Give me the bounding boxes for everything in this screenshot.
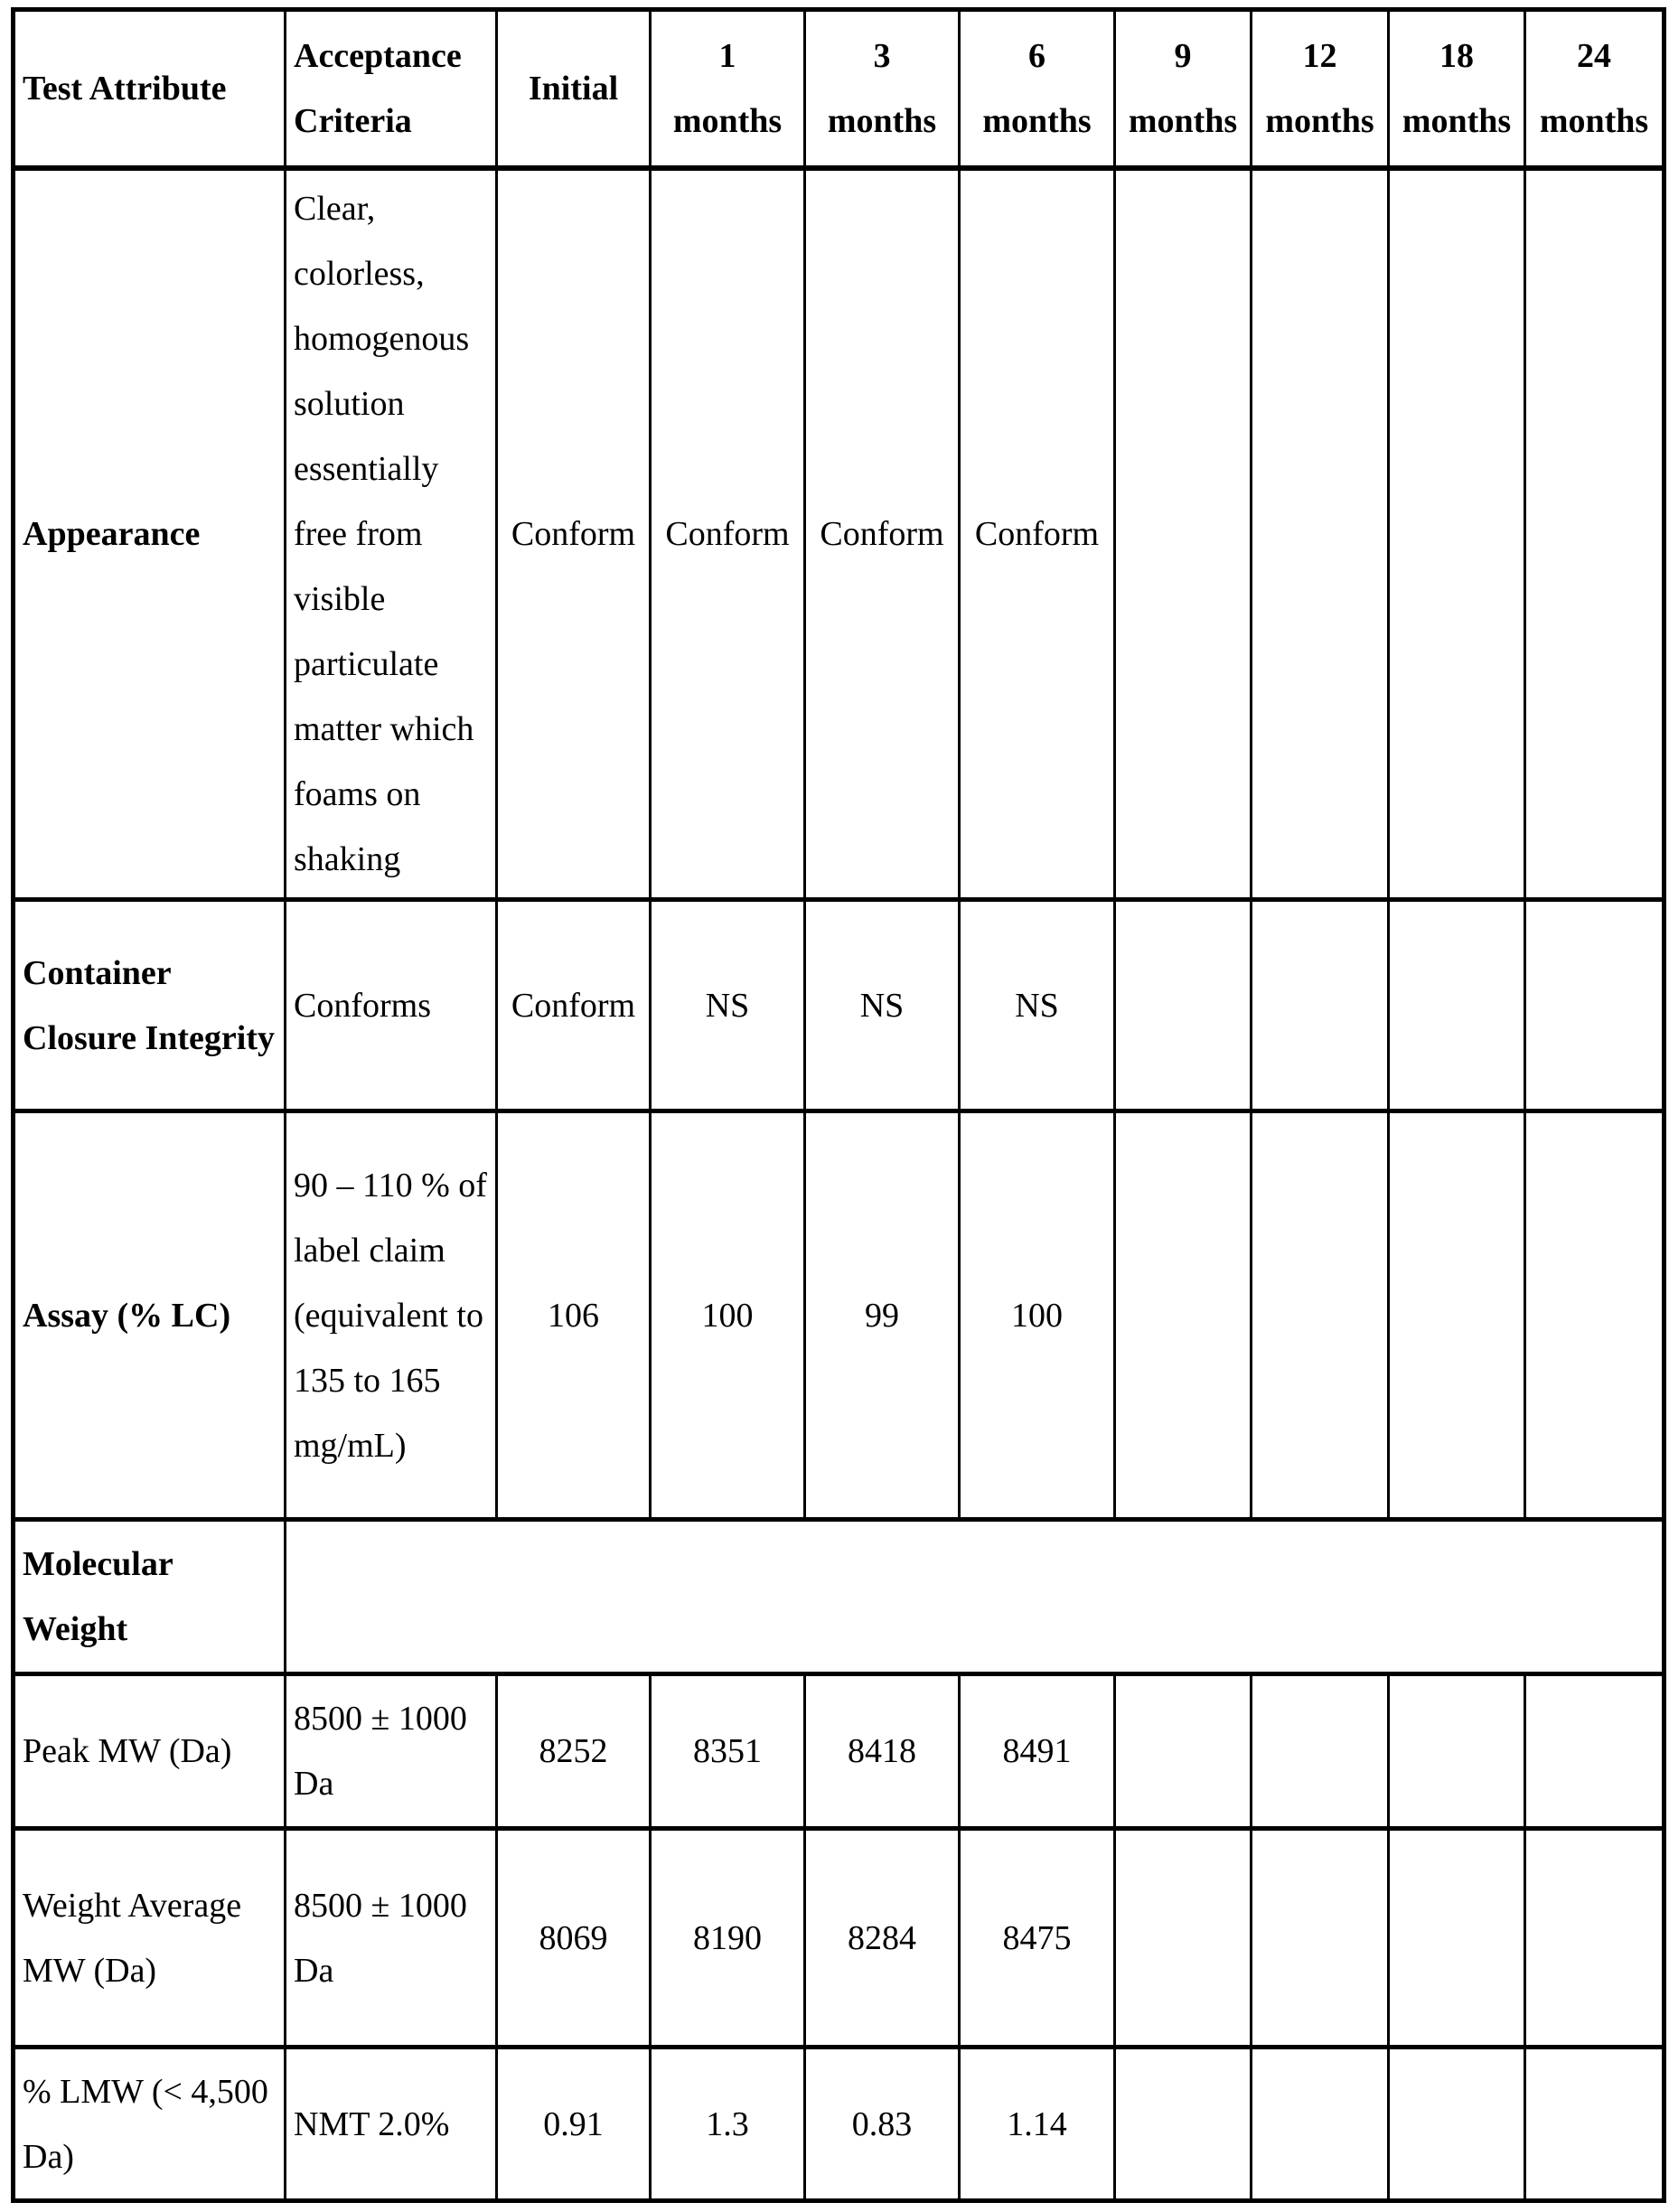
header-24-num: 24 xyxy=(1577,36,1611,75)
attribute-cell: Appearance xyxy=(14,168,286,900)
header-6-months xyxy=(960,10,1115,168)
value-6-months: 100 xyxy=(960,1111,1115,1520)
header-acceptance-criteria xyxy=(286,10,497,168)
criteria-cell: NMT 2.0% xyxy=(286,2048,497,2201)
header-1-num: 1 xyxy=(718,36,736,75)
value-initial: 0.91 xyxy=(497,2048,651,2201)
value-initial: 8069 xyxy=(497,1829,651,2048)
value-18-months xyxy=(1389,168,1525,900)
header-9-unit: months xyxy=(1128,101,1238,140)
value-18-months xyxy=(1389,1674,1525,1829)
value-6-months: Conform xyxy=(960,168,1115,900)
value-12-months xyxy=(1252,168,1389,900)
header-initial: Initial xyxy=(497,10,651,168)
value-12-months xyxy=(1252,1111,1389,1520)
value-6-months: 1.14 xyxy=(960,2048,1115,2201)
value-1-months: NS xyxy=(651,900,805,1111)
value-9-months xyxy=(1115,168,1252,900)
value-12-months xyxy=(1252,1829,1389,2048)
attribute-cell: Container Closure Integrity xyxy=(14,900,286,1111)
header-18-num: 18 xyxy=(1439,36,1474,75)
header-1-months xyxy=(651,10,805,168)
value-18-months xyxy=(1389,1829,1525,2048)
header-18-unit: months xyxy=(1402,101,1512,140)
table-row-assay xyxy=(14,1111,1664,1520)
value-1-months: 100 xyxy=(651,1111,805,1520)
criteria-cell: Clear, colorless, homogenous solution essentially free from visible particulate matter which foams on shaking xyxy=(286,168,497,900)
value-1-months: 8351 xyxy=(651,1674,805,1829)
header-24-months xyxy=(1525,10,1664,168)
table-row-molecular-weight-group xyxy=(14,1520,1664,1674)
value-24-months xyxy=(1525,1829,1664,2048)
header-test-attribute: Test Attribute xyxy=(14,10,286,168)
value-12-months xyxy=(1252,900,1389,1111)
value-3-months: NS xyxy=(805,900,960,1111)
value-12-months xyxy=(1252,1674,1389,1829)
attribute-cell: Molecular Weight xyxy=(14,1520,286,1674)
criteria-cell: Conforms xyxy=(286,900,497,1111)
header-acceptance-line2: Criteria xyxy=(294,101,412,140)
value-18-months xyxy=(1389,1111,1525,1520)
header-3-months xyxy=(805,10,960,168)
table-row-weight-average-mw xyxy=(14,1829,1664,2048)
attribute-cell: % LMW (< 4,500 Da) xyxy=(14,2048,286,2201)
value-9-months xyxy=(1115,900,1252,1111)
value-3-months: 99 xyxy=(805,1111,960,1520)
table-row-peak-mw xyxy=(14,1674,1664,1829)
header-12-num: 12 xyxy=(1302,36,1337,75)
value-initial: Conform xyxy=(497,168,651,900)
value-18-months xyxy=(1389,900,1525,1111)
value-6-months: 8491 xyxy=(960,1674,1115,1829)
header-9-months xyxy=(1115,10,1252,168)
header-6-num: 6 xyxy=(1028,36,1045,75)
value-1-months: Conform xyxy=(651,168,805,900)
value-24-months xyxy=(1525,1674,1664,1829)
value-24-months xyxy=(1525,900,1664,1111)
table-row-container-closure xyxy=(14,900,1664,1111)
criteria-cell: 8500 ± 1000 Da xyxy=(286,1674,497,1829)
header-9-num: 9 xyxy=(1174,36,1192,75)
header-18-months xyxy=(1389,10,1525,168)
value-9-months xyxy=(1115,1674,1252,1829)
value-18-months xyxy=(1389,2048,1525,2201)
table-row-percent-lmw xyxy=(14,2048,1664,2201)
value-24-months xyxy=(1525,168,1664,900)
value-9-months xyxy=(1115,1111,1252,1520)
value-6-months: NS xyxy=(960,900,1115,1111)
value-initial: Conform xyxy=(497,900,651,1111)
value-3-months: Conform xyxy=(805,168,960,900)
value-3-months: 8418 xyxy=(805,1674,960,1829)
value-3-months: 0.83 xyxy=(805,2048,960,2201)
header-acceptance-line1: Acceptance xyxy=(294,36,462,75)
stability-table xyxy=(11,7,1666,2203)
value-9-months xyxy=(1115,2048,1252,2201)
criteria-cell: 90 – 110 % of label claim (equivalent to 135 to 165 mg/mL) xyxy=(286,1111,497,1520)
table-row-appearance xyxy=(14,168,1664,900)
header-24-unit: months xyxy=(1539,101,1649,140)
header-6-unit: months xyxy=(982,101,1092,140)
value-12-months xyxy=(1252,2048,1389,2201)
attribute-cell: Assay (% LC) xyxy=(14,1111,286,1520)
header-12-unit: months xyxy=(1265,101,1374,140)
value-9-months xyxy=(1115,1829,1252,2048)
group-span-cell xyxy=(286,1520,1664,1674)
header-1-unit: months xyxy=(672,101,783,140)
value-1-months: 1.3 xyxy=(651,2048,805,2201)
value-3-months: 8284 xyxy=(805,1829,960,2048)
attribute-cell: Weight Average MW (Da) xyxy=(14,1829,286,2048)
value-initial: 8252 xyxy=(497,1674,651,1829)
value-24-months xyxy=(1525,1111,1664,1520)
header-3-unit: months xyxy=(827,101,937,140)
attribute-cell: Peak MW (Da) xyxy=(14,1674,286,1829)
header-row xyxy=(14,10,1664,168)
value-initial: 106 xyxy=(497,1111,651,1520)
value-24-months xyxy=(1525,2048,1664,2201)
header-12-months xyxy=(1252,10,1389,168)
header-3-num: 3 xyxy=(873,36,891,75)
value-6-months: 8475 xyxy=(960,1829,1115,2048)
criteria-cell: 8500 ± 1000 Da xyxy=(286,1829,497,2048)
value-1-months: 8190 xyxy=(651,1829,805,2048)
